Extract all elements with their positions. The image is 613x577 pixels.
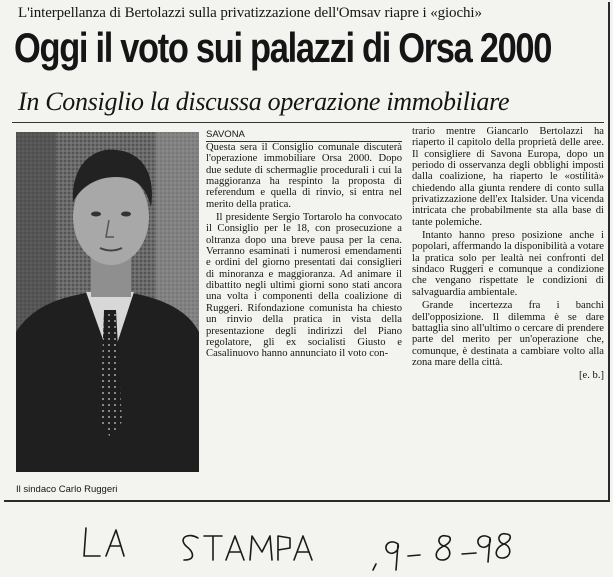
paragraph: Questa sera il Consiglio comunale discuterà l'operazione immobiliare Orsa 2000. Dopo due sedute di schermaglie procedurali i cui la maggioranza ha respinto la proposta di referendum e quella di rinvio, si entra nel merito della pratica. bbox=[206, 142, 402, 210]
paragraph: Il presidente Sergio Tortarolo ha convocato il Consiglio per le 18, con prosecuzione a oltranza dopo una breve pausa per la cena. Verranno esaminati i numerosi emendamenti e ordini del giorno presentati dai consiglieri di minoranza e maggioranza. Ad animare il dibattito negli ultimi giorni sono stati ancora una volta i componenti della coalizione di Ruggeri. Rifondazione comunista ha chiesto un rinvio della pratica in vista della presentazione degli indirizzi del Piano regolatore, gli ex socialisti Giusto e Casalinuovo hanno annunciato il voto con- bbox=[206, 212, 402, 360]
article-kicker: L'interpellanza di Bertolazzi sulla privatizzazione dell'Omsav riapre i «giochi» bbox=[18, 5, 482, 21]
paragraph: Grande incertezza fra i banchi dell'opposizione. Il dilemma è se dare battaglia sino all'ultimo o cercare di prendere parte del merito per un'operazione che, comunque, è destinata a cambiare volto alla zona mare della città. bbox=[412, 300, 604, 368]
mayor-photo bbox=[16, 132, 199, 472]
article-dateline: SAVONA bbox=[206, 129, 402, 142]
article-column-2 bbox=[412, 126, 604, 498]
article-subheadline: In Consiglio la discussa operazione immobiliare bbox=[18, 87, 510, 116]
paragraph: Intanto hanno preso posizione anche i popolari, affermando la disponibilità a votare la pratica solo per lealtà nei confronti del sindaco Ruggeri e comunque a condizione che vengano rispettate le condizioni di salvaguardia ambientale. bbox=[412, 230, 604, 298]
paragraph: trario mentre Giancarlo Bertolazzi ha riaperto il capitolo della proprietà delle aree. Il consigliere di Savona Europa, dopo un periodo di osservanza degli obblighi imposti dalla coalizione, ha riaperto le «ostilità» chiedendo alla giunta rendere di conto sulla privatizzazione dell'ex Italsider. Una vicenda intricata che probabilmente sta alla base di tante polemiche. bbox=[412, 126, 604, 228]
header-divider bbox=[12, 122, 604, 123]
handwritten-source bbox=[84, 528, 312, 560]
article-column-1 bbox=[206, 142, 402, 500]
article-headline: Oggi il voto sui palazzi di Orsa 2000 bbox=[14, 24, 552, 71]
handwritten-annotation bbox=[0, 510, 613, 577]
photo-caption: Il sindaco Carlo Ruggeri bbox=[16, 484, 118, 495]
handwritten-date bbox=[373, 534, 510, 570]
author-signature: [e. b.] bbox=[579, 370, 604, 382]
